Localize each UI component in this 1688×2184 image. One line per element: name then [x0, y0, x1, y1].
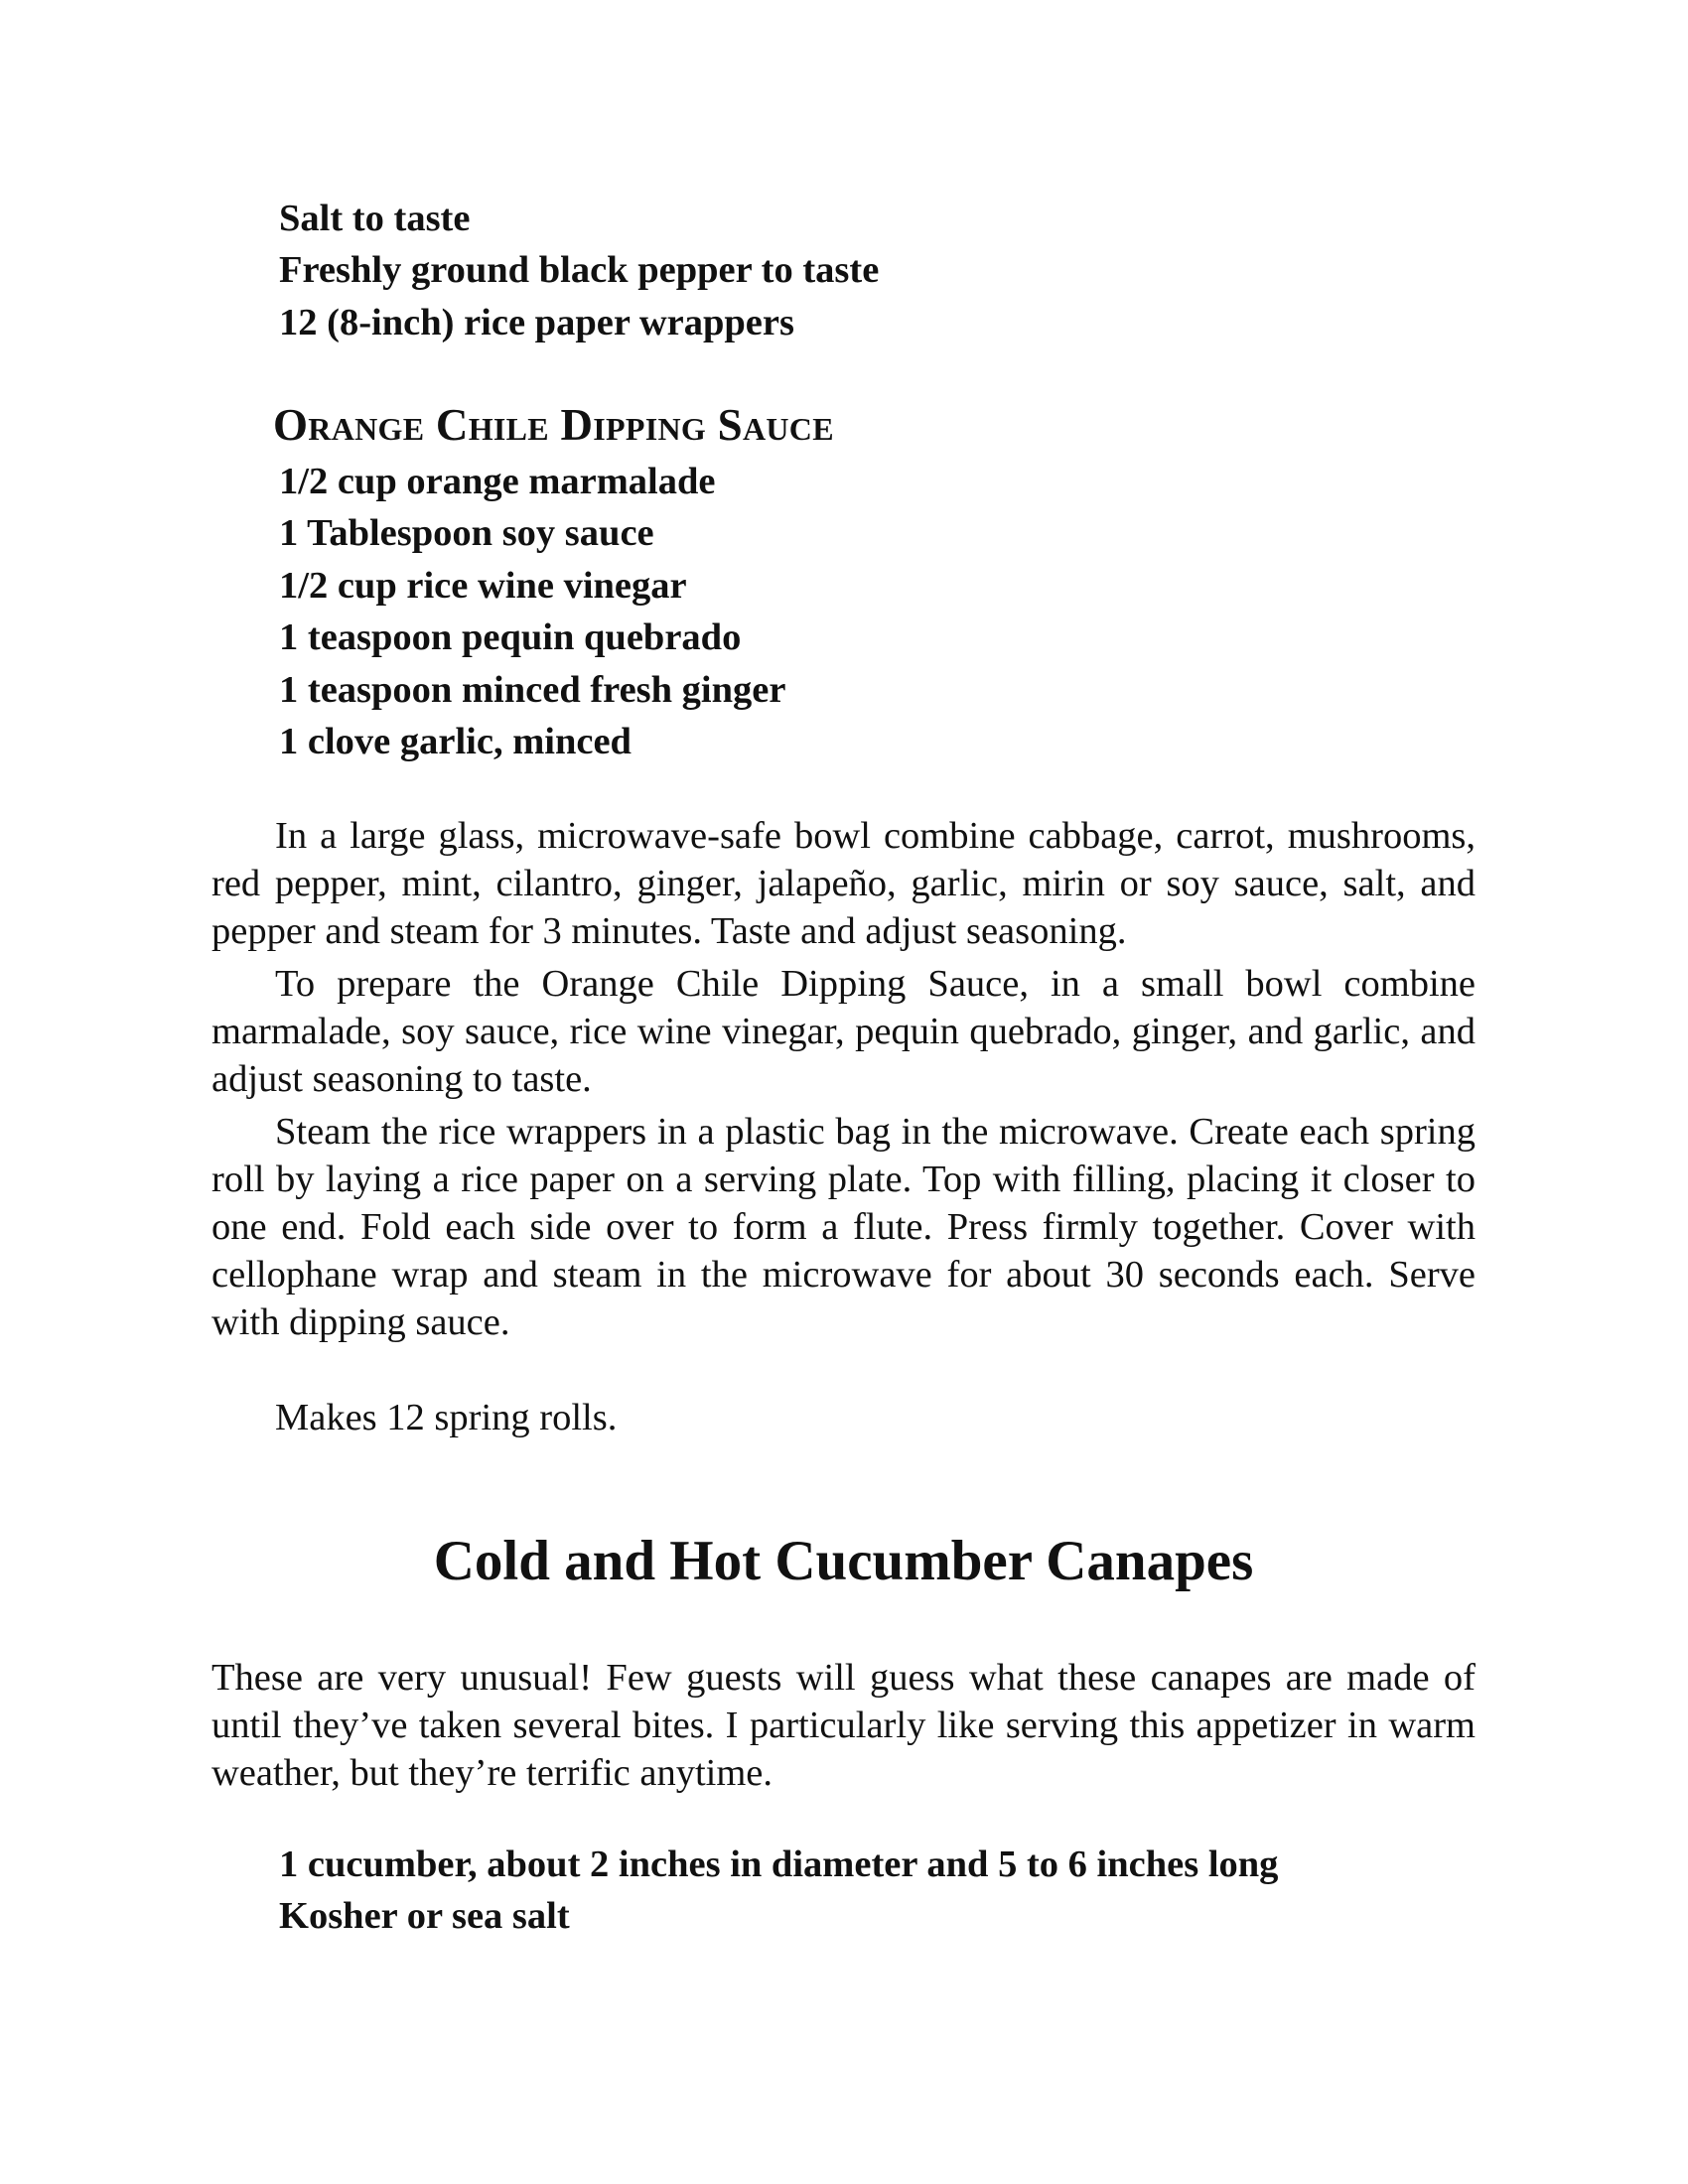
canape-ingredient-list	[279, 1839, 1278, 1943]
recipe-title: Cold and Hot Cucumber Canapes	[433, 1530, 1254, 1592]
document-page	[211, 0, 1476, 2184]
instruction-paragraph: In a large glass, microwave-safe bowl combine cabbage, carrot, mushrooms, red pepper, mint, cilantro, ginger, jalapeño, garlic, mirin or soy sauce, salt, and pepper and steam for 3 minutes. Taste and adjust seasoning.	[211, 815, 1476, 952]
ingredient-item: Salt to taste	[279, 198, 471, 239]
ingredient-item: 1/2 cup orange marmalade	[279, 461, 716, 502]
instructions	[211, 812, 1476, 1346]
instruction-paragraph: Steam the rice wrappers in a plastic bag in the microwave. Create each spring roll by laying a rice paper on a serving plate. Top with filling, placing it closer to one end. Fold each side over to form a flute. Press firmly together. Cover with cellophane wrap and steam in the microwave for about 30 seconds each. Serve with dipping sauce.	[211, 1111, 1476, 1343]
ingredient-item: 1 teaspoon minced fresh ginger	[279, 668, 786, 711]
ingredient-list-continued	[279, 193, 879, 348]
sauce-ingredient-list	[279, 456, 785, 767]
ingredient-item: 12 (8-inch) rice paper wrappers	[279, 301, 794, 343]
ingredient-item: 1 Tablespoon soy sauce	[279, 512, 654, 555]
intro-paragraph: These are very unusual! Few guests will guess what these canapes are made of until they’ve taken several bites. I particularly like serving this appetizer in warm weather, but they’re terrific anytime.	[211, 1657, 1476, 1794]
sauce-heading: Orange Chile Dipping Sauce	[273, 400, 834, 450]
ingredient-item: 1 teaspoon pequin quebrado	[279, 616, 742, 659]
ingredient-item: 1 cucumber, about 2 inches in diameter and 5 to 6 inches long	[279, 1843, 1279, 1885]
recipe-yield: Makes 12 spring rolls.	[275, 1397, 618, 1438]
ingredient-item: Kosher or sea salt	[279, 1895, 570, 1938]
recipe-intro	[211, 1654, 1476, 1797]
ingredient-item: 1 clove garlic, minced	[279, 721, 632, 763]
ingredient-item: 1/2 cup rice wine vinegar	[279, 564, 687, 607]
instruction-paragraph: To prepare the Orange Chile Dipping Sauce, in a small bowl combine marmalade, soy sauce, rice wine vinegar, pequin quebrado, ginger, and garlic, and adjust seasoning to taste.	[211, 963, 1476, 1100]
ingredient-item: Freshly ground black pepper to taste	[279, 249, 880, 292]
